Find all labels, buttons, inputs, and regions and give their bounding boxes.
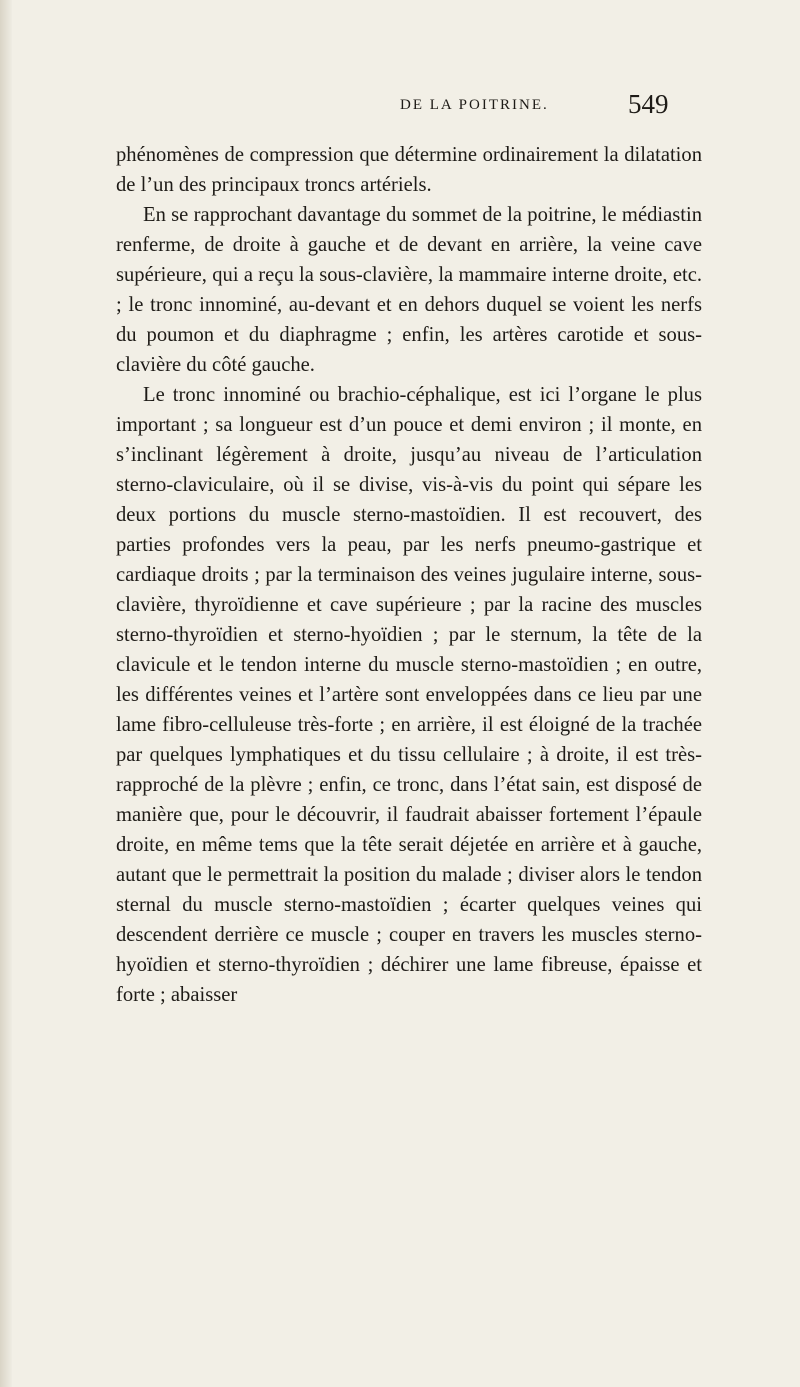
body-text	[116, 140, 702, 1010]
page-number: 549	[628, 89, 669, 119]
paragraph-2: En se rapprochant davantage du sommet de la poitrine, le médiastin renferme, de droite à gauche et de devant en arrière, la veine cave supérieure, qui a reçu la sous-clavière, la mammaire interne droite, etc. ; le tronc innominé, au-devant et en dehors duquel se voient les nerfs du poumon et du diaphragme ; enfin, les artères carotide et sous-clavière du côté gauche.	[116, 204, 702, 376]
paragraph-1: phénomènes de compression que détermine ordinairement la dilatation de l’un des principaux troncs artériels.	[116, 144, 702, 196]
running-title: DE LA POITRINE.	[400, 97, 549, 113]
page-edge-shadow	[0, 0, 12, 1387]
paragraph-3: Le tronc innominé ou brachio-céphalique, est ici l’organe le plus important ; sa longueur est d’un pouce et demi environ ; il monte, en s’inclinant légèrement à droite, jusqu’au niveau de l’articulation sterno-claviculaire, où il se divise, vis-à-vis du point qui sépare les deux portions du muscle sterno-mastoïdien. Il est recouvert, des parties profondes vers la peau, par les nerfs pneumo-gastrique et cardiaque droits ; par la terminaison des veines jugulaire interne, sous-clavière, thyroïdienne et cave supérieure ; par la racine des muscles sterno-thyroïdien et sterno-hyoïdien ; par le sternum, la tête de la clavicule et le tendon interne du muscle sterno-mastoïdien ; en outre, les différentes veines et l’artère sont enveloppées dans ce lieu par une lame fibro-celluleuse très-forte ; en arrière, il est éloigné de la trachée par quelques lymphatiques et du tissu cellulaire ; à droite, il est très-rapproché de la plèvre ; enfin, ce tronc, dans l’état sain, est disposé de manière que, pour le découvrir, il faudrait abaisser fortement l’épaule droite, en même tems que la tête serait déjetée en arrière et à gauche, autant que le permettrait la position du malade ; diviser alors le tendon sternal du muscle sterno-mastoïdien ; écarter quelques veines qui descendent derrière ce muscle ; couper en travers les muscles sterno-hyoïdien et sterno-thyroïdien ; déchirer une lame fibreuse, épaisse et forte ; abaisser	[116, 384, 702, 1006]
page-header	[120, 89, 700, 133]
